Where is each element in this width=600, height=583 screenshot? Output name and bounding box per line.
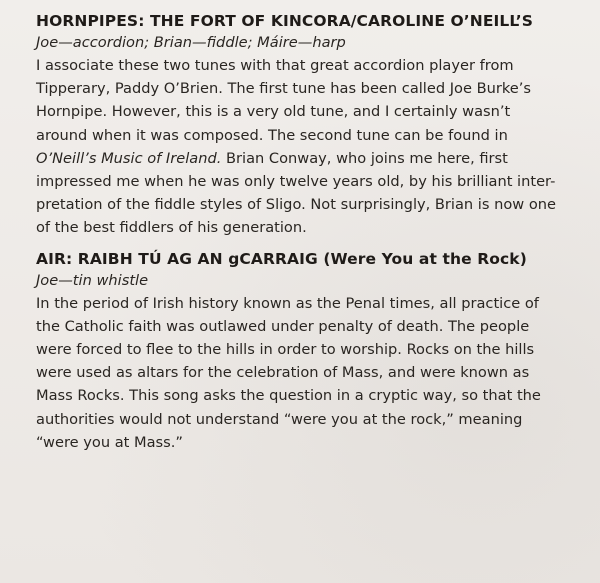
body-line: In the period of Irish history known as the Penal times, all practice of (36, 294, 539, 312)
body-line: Tipperary, Paddy O’Brien. The first tune has been called Joe Burke’s (36, 80, 532, 98)
body-line: the Catholic faith was outlawed under penalty of death. The people (36, 317, 530, 335)
body-line: Mass Rocks. This song asks the question in a cryptic way, so that the (36, 387, 541, 405)
body-line: were used as altars for the celebration of Mass, and were known as (36, 364, 530, 382)
book-title: O’Neill’s Music of Ireland. (36, 149, 222, 167)
section-heading: AIR: RAIBH TÚ AG AN gCARRAIG (Were You at the Rock) (36, 249, 527, 268)
section-heading: HORNPIPES: THE FORT OF KINCORA/CAROLINE O’NEILL’S (36, 12, 534, 30)
liner-notes (36, 10, 588, 454)
section-hornpipes (36, 10, 588, 240)
body-line: authorities would not understand “were you at the rock,” meaning (36, 410, 523, 428)
body-line: pretation of the fiddle styles of Sligo. Not surprisingly, Brian is now one (36, 196, 557, 214)
section-credits: Joe—accordion; Brian—fiddle; Máire—harp (36, 34, 346, 51)
body-line: I associate these two tunes with that great accordion player from (36, 57, 514, 74)
body-line: around when it was composed. The second tune can be found in (36, 126, 508, 144)
body-line (36, 147, 588, 170)
body-line: were forced to flee to the hills in order to worship. Rocks on the hills (36, 341, 535, 359)
body-line: of the best fiddlers of his generation. (36, 219, 307, 237)
body-line-rest: Brian Conway, who joins me here, first (221, 149, 508, 167)
body-line: Hornpipe. However, this is a very old tune, and I certainly wasn’t (36, 103, 511, 121)
body-line: “were you at Mass.” (36, 433, 183, 451)
section-credits: Joe—tin whistle (36, 271, 149, 289)
section-air (36, 248, 588, 454)
body-line: impressed me when he was only twelve years old, by his brilliant inter- (36, 173, 556, 191)
